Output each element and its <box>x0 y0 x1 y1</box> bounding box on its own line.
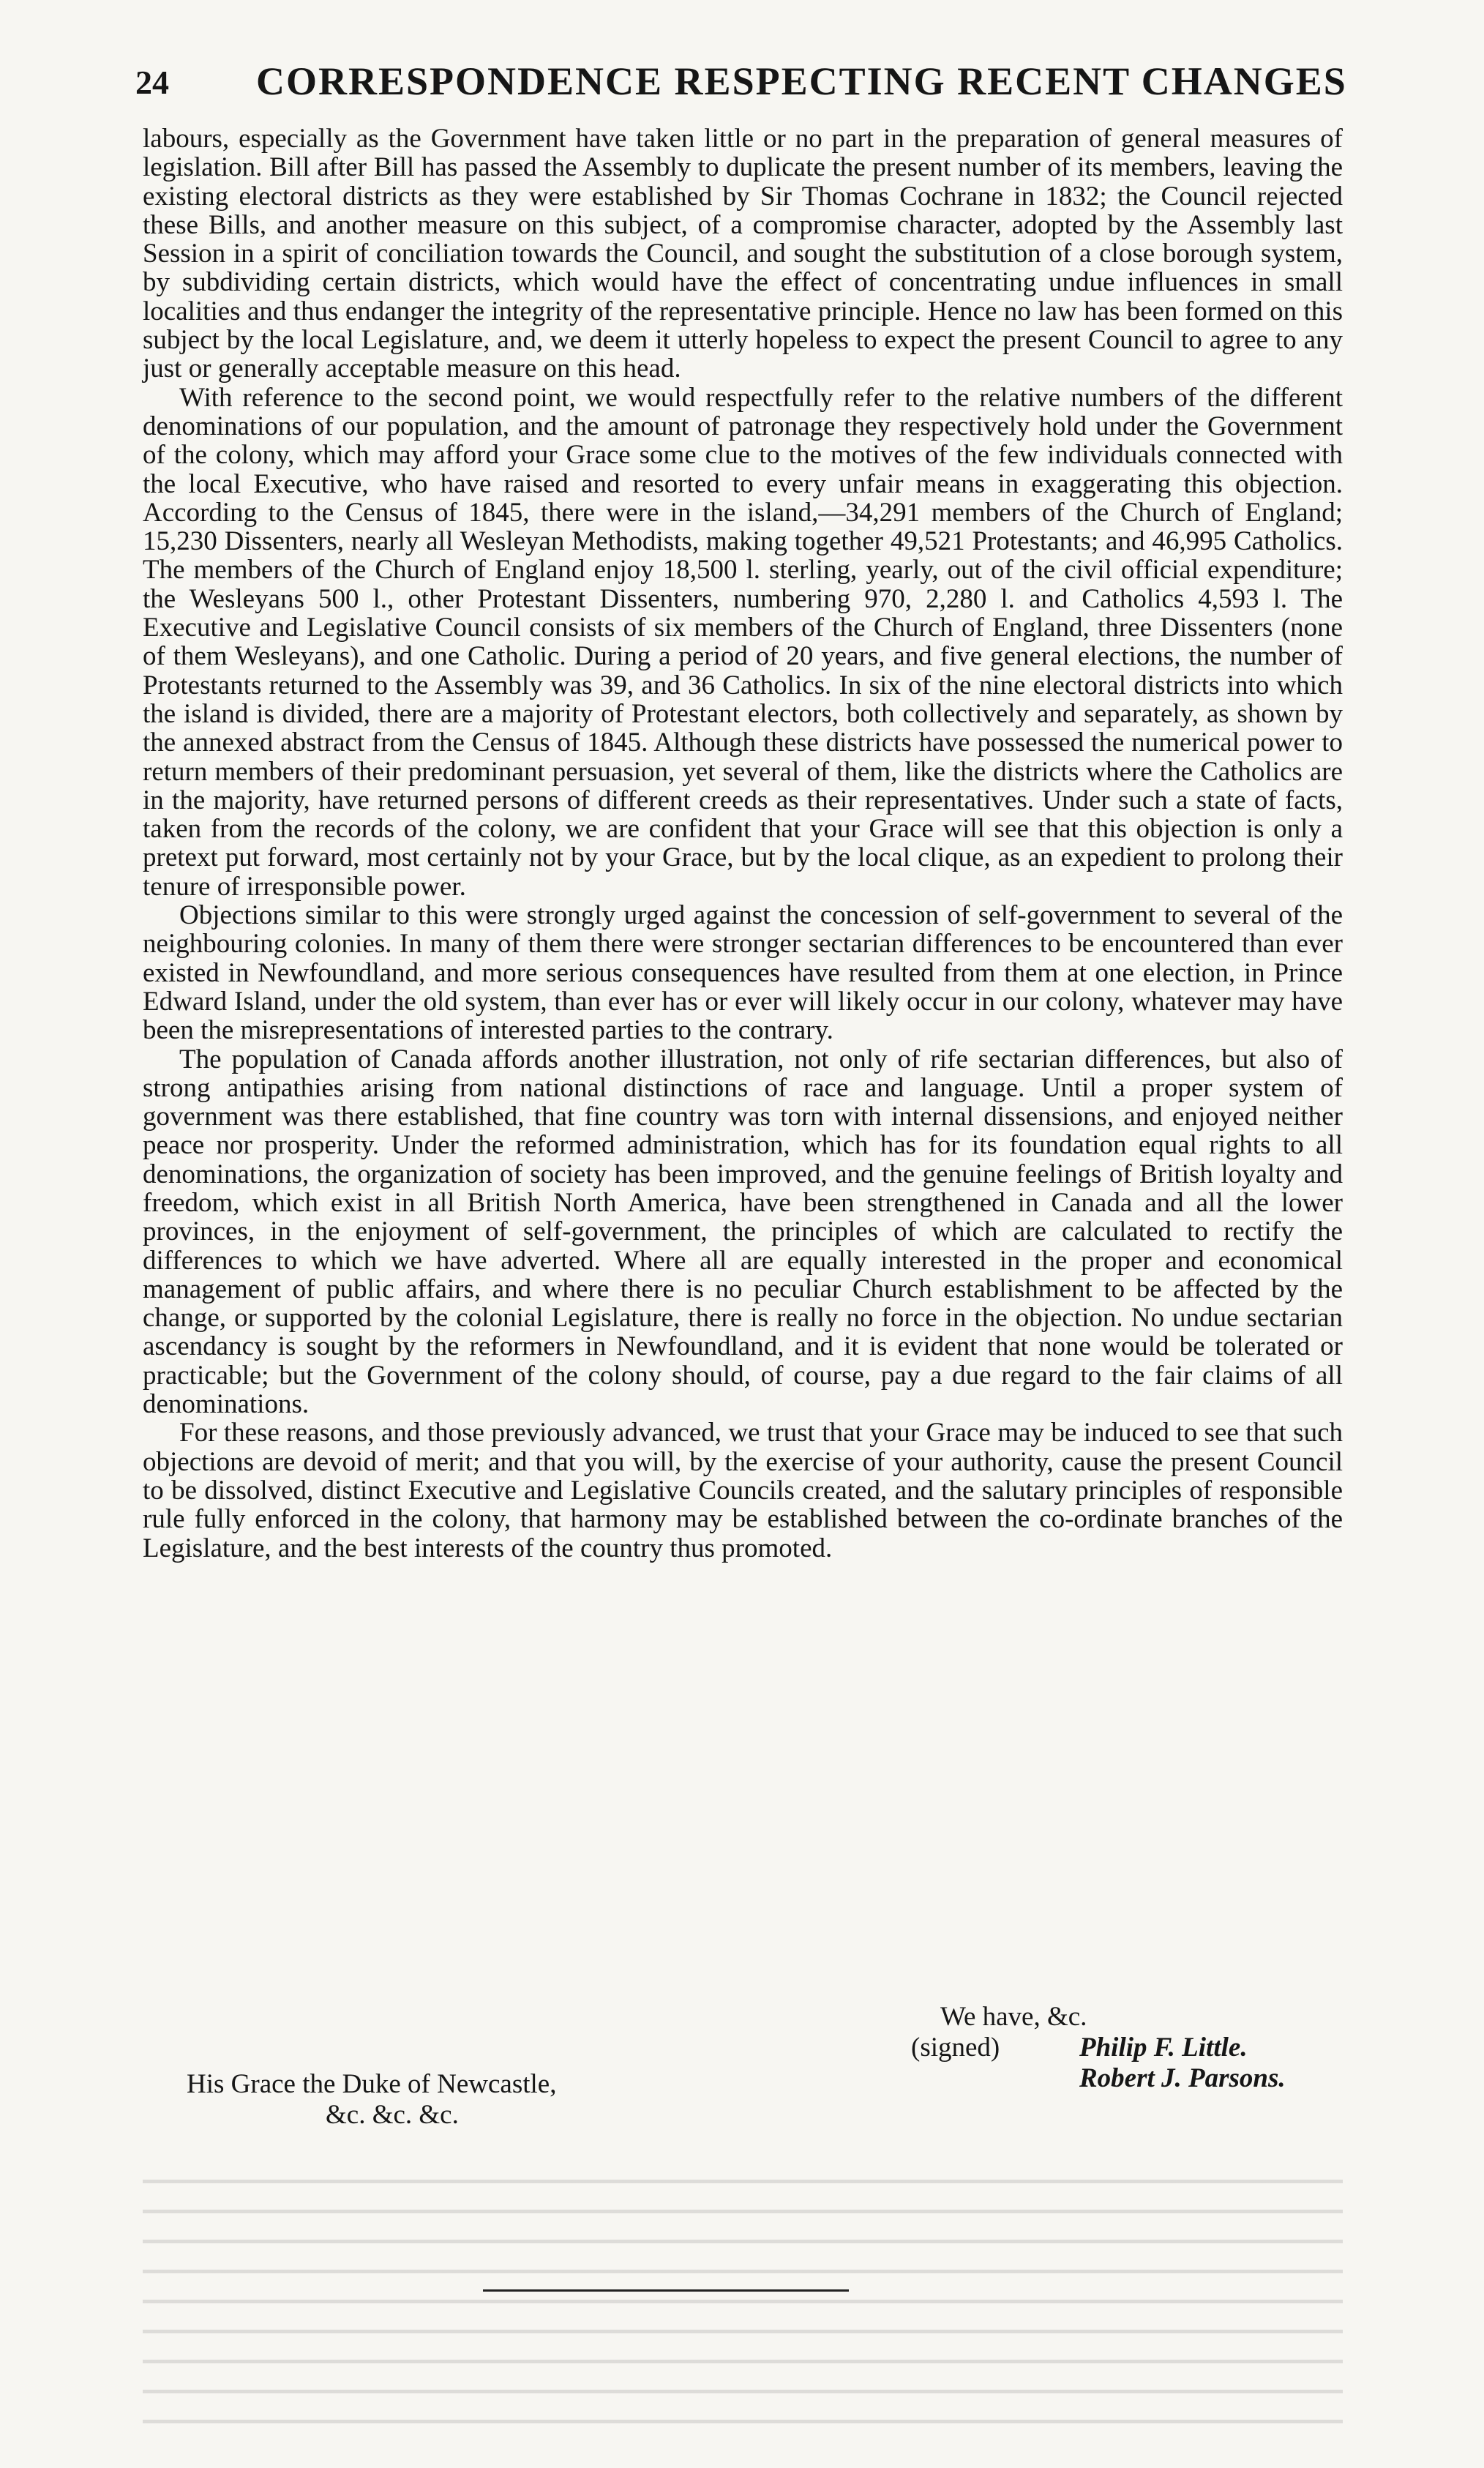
paragraph: For these reasons, and those previously advanced, we trust that your Grace may be induced to see that such objections are devoid of merit; and that you will, by the exercise of your authority, cause the present Council to be dissolved, distinct Executive and Legislative Councils created, and the salutary principles of responsible rule fully enforced in the colony, that harmony may be established between the co-ordinate branches of the Legislature, and the best interests of the country thus promoted. <box>143 1418 1343 1563</box>
page-number: 24 <box>135 64 169 101</box>
paragraph: The population of Canada affords another illustration, not only of rife sectarian differences, but also of strong antipathies arising from national distinctions of race and language. Until a proper system of government was there established, that fine country was torn with internal dissensions, and enjoyed neither peace nor prosperity. Under the reformed administration, which has for its foundation equal rights to all denominations, the organization of society has been improved, and the genuine feelings of British loyalty and freedom, which exist in all British North America, have been strengthened in Canada and all the lower provinces, in the enjoyment of self-government, the principles of which are calculated to rectify the differences to which we have adverted. Where all are equally interested in the proper and economical management of public affairs, and where there is no peculiar Church establishment to be affected by the change, or supported by the colonial Legislature, there is really no force in the objection. No undue sectarian ascendancy is sought by the reformers in Newfoundland, and it is evident that none would be tolerated or practicable; but the Government of the colony should, of course, pay a due regard to the fair claims of all denominations. <box>143 1044 1343 1420</box>
page-header <box>135 59 1365 117</box>
addressee-etc: &c. &c. &c. <box>326 2100 459 2130</box>
addressee: His Grace the Duke of Newcastle, <box>187 2069 557 2099</box>
signed-label: (signed) <box>911 2033 1000 2063</box>
section-divider <box>483 2289 849 2292</box>
bleed-through-texture <box>143 2159 1343 2437</box>
letter-closing <box>143 2002 1343 2163</box>
paragraph: Objections similar to this were strongly urged against the concession of self-government to several of the neighbouring colonies. In many of them there were stronger sectarian differences to be encountered than ever existed in Newfoundland, and more serious consequences have resulted from them at one election, in Prince Edward Island, under the old system, than ever has or ever will likely occur in our colony, whatever may have been the misrepresentations of interested parties to the contrary. <box>143 900 1343 1046</box>
paragraph: With reference to the second point, we would respectfully refer to the relative numbers of the different denominations of our population, and the amount of patronage they respectively hold under the Government of the colony, which may afford your Grace some clue to the motives of the few individuals connected with the local Executive, who have raised and resorted to every unfair means in exaggerating this objection. According to the Census of 1845, there were in the island,—34,291 members of the Church of England; 15,230 Dissenters, nearly all Wesleyan Methodists, making together 49,521 Protestants; and 46,995 Catholics. The members of the Church of England enjoy 18,500 l. sterling, yearly, out of the civil official expenditure; the Wesleyans 500 l., other Protestant Dissenters, numbering 970, 2,280 l. and Catholics 4,593 l. The Executive and Legislative Council consists of six members of the Church of England, three Dissenters (none of them Wesleyans), and one Catholic. During a period of 20 years, and five general elections, the number of Protestants returned to the Assembly was 39, and 36 Catholics. In six of the nine electoral districts into which the island is divided, there are a majority of Protestant electors, both collectively and separately, as shown by the annexed abstract from the Census of 1845. Although these districts have possessed the numerical power to return members of their predominant persuasion, yet several of them, like the districts where the Catholics are in the majority, have returned persons of different creeds as their representatives. Under such a state of facts, taken from the records of the colony, we are confident that your Grace will see that this objection is only a pretext put forward, most certainly not by your Grace, but by the local clique, as an expedient to prolong their tenure of irresponsible power. <box>143 382 1343 902</box>
running-head: CORRESPONDENCE RESPECTING RECENT CHANGES <box>256 59 1347 103</box>
signature-parsons: Robert J. Parsons. <box>1079 2063 1286 2093</box>
valediction: We have, &c. <box>940 2002 1087 2032</box>
signature-little: Philip F. Little. <box>1079 2033 1248 2063</box>
letter-body <box>143 124 1343 1563</box>
paragraph: labours, especially as the Government have taken little or no part in the preparation of general measures of legislation. Bill after Bill has passed the Assembly to duplicate the present number of its members, leaving the existing electoral districts as they were established by Sir Thomas Cochrane in 1832; the Council rejected these Bills, and another measure on this subject, of a compromise character, adopted by the Assembly last Session in a spirit of conciliation towards the Council, and sought the substitution of a close borough system, by subdividing certain districts, which would have the effect of concentrating undue influences in small localities and thus endanger the integrity of the representative principle. Hence no law has been formed on this subject by the local Legislature, and, we deem it utterly hopeless to expect the present Council to agree to any just or generally acceptable measure on this head. <box>143 124 1343 384</box>
